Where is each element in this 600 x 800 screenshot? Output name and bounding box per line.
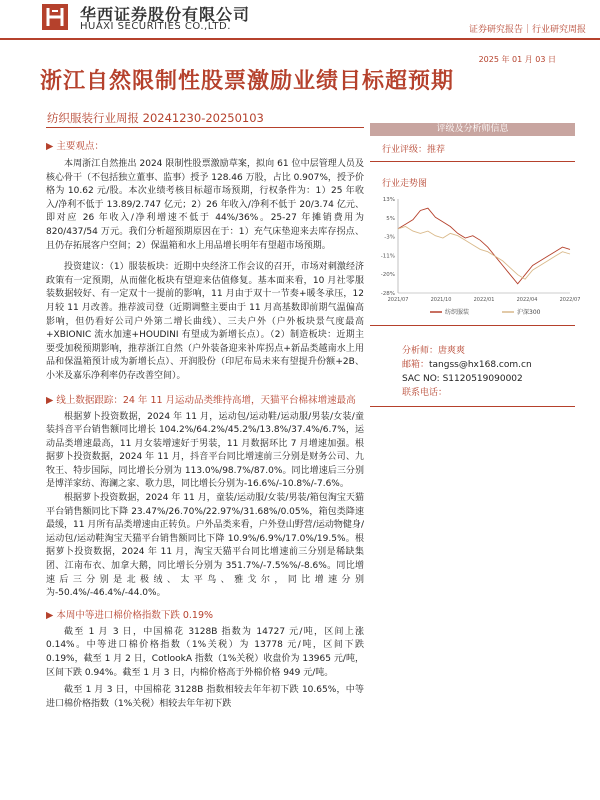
x-tick-label: 2021/07 bbox=[387, 297, 409, 303]
online-data-heading: ▶ 线上数据跟踪：24 年 11 月运动品类维持高增，天猫平台棉袜增速最高 bbox=[46, 394, 356, 406]
report-subtitle: 纺织服装行业周报 20241230-20250103 bbox=[47, 111, 264, 125]
report-date: 2025 年 01 月 03 日 bbox=[478, 55, 556, 64]
trend-chart bbox=[370, 191, 581, 321]
analyst-label: 分析师： bbox=[402, 346, 439, 356]
analyst-info bbox=[370, 344, 575, 400]
y-tick-label: -20% bbox=[380, 272, 395, 279]
x-tick-label: 2021/10 bbox=[430, 297, 452, 303]
x-tick-label: 2022/04 bbox=[516, 297, 538, 303]
main-content bbox=[46, 134, 364, 711]
paragraph-main-points: 本周浙江自然推出 2024 限制性股票激励草案，拟向 61 位中层管理人员及核心骨干（不包括独立董事、监事）授予 128.46 万股，占比 0.907%，授予价格为 10.62 元/股。本次业绩考核目标超市场预期，行权条件为：1）25 年收入/净利不低于 13.89/2.747 亿元；2）26 年收入/净利不低于 20/3.74 亿元、即对应 26 年收入/净利增速不低于 44%/36%。25-27 年摊销费用为 820/437/54 万元。我们分析超预期原因在于：1）充气床垫迎来去库存拐点、且仍存拓展客户空间；2）保温箱和水上用品增长明年有望超市场预期。 bbox=[46, 159, 364, 251]
report-header bbox=[0, 0, 600, 42]
sac-label: SAC NO: bbox=[402, 374, 440, 384]
company-name-cn: 华西证券股份有限公司 bbox=[80, 5, 251, 24]
trend-chart-svg bbox=[370, 191, 581, 321]
series-line-0 bbox=[398, 208, 570, 284]
subtitle-divider bbox=[46, 127, 364, 128]
sidebar-header: 评级及分析师信息 bbox=[370, 123, 575, 136]
series-line-1 bbox=[398, 227, 570, 280]
analyst-divider bbox=[370, 406, 575, 407]
legend-label: 纺织服装 bbox=[445, 309, 470, 316]
sac-number: S1120519090002 bbox=[442, 374, 523, 384]
paragraph-online-data-2: 根据萝卜投资数据，2024 年 11 月，童装/运动服/女装/男装/箱包淘宝天猫平台销售额同比下降 23.47%/26.70%/22.97%/31.68%/0.05%，箱包类降速最缓，11 月所有品类增速由正转负。户外品类来看，户外登山野营/运动物健身/运动包/运动鞋淘宝天猫平台销售额同比下降 10.9%/6.9%/17.0%/19.5%。根据萝卜投资数据，2024 年 11 月，淘宝天猫平台同比增速前三分别是稀缺集团、江南布衣、加拿大鹅，同比增长分别为 351.7%/-7.5%%/-8.6%。同比增速后三分别是北极绒、太平鸟、雅戈尔，同比增速分别为-50.4%/-46.4%/-44.0%。 bbox=[46, 493, 364, 599]
rating-label: 行业评级： bbox=[382, 145, 428, 155]
paragraph-investment-advice: 投资建议：（1）服装板块：近期中央经济工作会议的召开，市场对刺激经济政策有一定预期，从而催化板块有望迎来估值修复。基本面来看，10 月社零服装数据较好、有一定双十一提前的影响，11 月由于双十一节奏+暖冬承压，12 月较 11 月改善。推荐波司登（近期调整主要由于 11 月高基数即前期气温偏高影响，但仍看好公司户外第二增长曲线）、三夫户外（户外板块景气度最高+XBIONIC 流水加速+HOUDINI 有望成为新增长点）。（2）制造板块：近期主要受加税预期影响，推荐浙江自然（户外装备迎来补库拐点+新品类越南水上用品和保温箱预计成为新增长点）、开润股份（印尼布局未来有望提升份额+2B、小米及嘉乐净利率仍存改善空间）。 bbox=[46, 262, 364, 381]
main-points-heading: ▶ 主要观点： bbox=[46, 141, 104, 152]
header-divider bbox=[0, 38, 600, 40]
phone-label: 联系电话： bbox=[402, 388, 448, 398]
x-tick-label: 2022/07 bbox=[559, 297, 581, 303]
legend-label: 沪深300 bbox=[517, 309, 541, 316]
paragraph-cotton-1: 截至 1 月 3 日，中国棉花 3128B 指数为 14727 元/吨，区间上涨 0.14%。中等进口棉价格指数（1%关税）为 13778 元/吨，区间下跌 0.19%，截至 1 月 2 日，CotlookA 指数（1%关税）收盘价为 13965 元/吨，区间下跌 0.94%。截至 1 月 3 日，内棉价格高于外棉价格 949 元/吨。 bbox=[46, 626, 364, 678]
analyst-email[interactable]: tangss@hx168.com.cn bbox=[429, 360, 532, 370]
cotton-price-heading: ▶ 本周中等进口棉价格指数下跌 0.19% bbox=[46, 609, 214, 621]
rating-value: 推荐 bbox=[427, 145, 446, 155]
y-tick-label: 13% bbox=[382, 197, 395, 203]
y-tick-label: -3% bbox=[384, 234, 395, 241]
paragraph-cotton-2: 截至 1 月 3 日，中国棉花 3128B 指数相较去年年初下跌 10.65%，中等进口棉价格指数（1%关税）相较去年年初下跌 bbox=[46, 685, 364, 709]
x-tick-label: 2022/01 bbox=[473, 297, 495, 303]
huaxi-logo-icon bbox=[40, 2, 70, 32]
report-title: 浙江自然限制性股票激励业绩目标超预期 bbox=[40, 68, 455, 94]
industry-rating bbox=[370, 142, 575, 162]
analyst-name: 唐爽爽 bbox=[438, 346, 466, 356]
y-tick-label: -11% bbox=[380, 253, 395, 260]
sidebar bbox=[370, 123, 581, 407]
paragraph-online-data-1: 根据萝卜投资数据，2024 年 11 月，运动包/运动鞋/运动服/男装/女装/童装抖音平台销售额同比增长 104.2%/64.2%/45.2%/13.8%/37.4%/6.7%，运动品类增速最高，11 月女装增速好于男装，11 月数据环比 7 月增速加强。根据萝卜投资数据，2024 年 11 月，抖音平台同比增速前三分别是财务公司、九牧王、特步国际，同比增长分别为 113.0%/98.7%/87.0%。同比增速后三分别是博洋家纺、海澜之家、歌力思，同比增长分别为-16.6%/-10.8%/-7.6%。 bbox=[46, 411, 364, 490]
report-category: 证券研究报告｜行业研究周报 bbox=[468, 25, 586, 35]
company-name-en: HUAXI SECURITIES CO.,LTD. bbox=[80, 21, 231, 32]
y-tick-label: 5% bbox=[386, 215, 395, 222]
trend-chart-title: 行业走势图 bbox=[382, 179, 428, 189]
chart-divider bbox=[370, 325, 575, 326]
email-label: 邮箱： bbox=[402, 360, 430, 370]
y-tick-label: -28% bbox=[380, 291, 395, 297]
